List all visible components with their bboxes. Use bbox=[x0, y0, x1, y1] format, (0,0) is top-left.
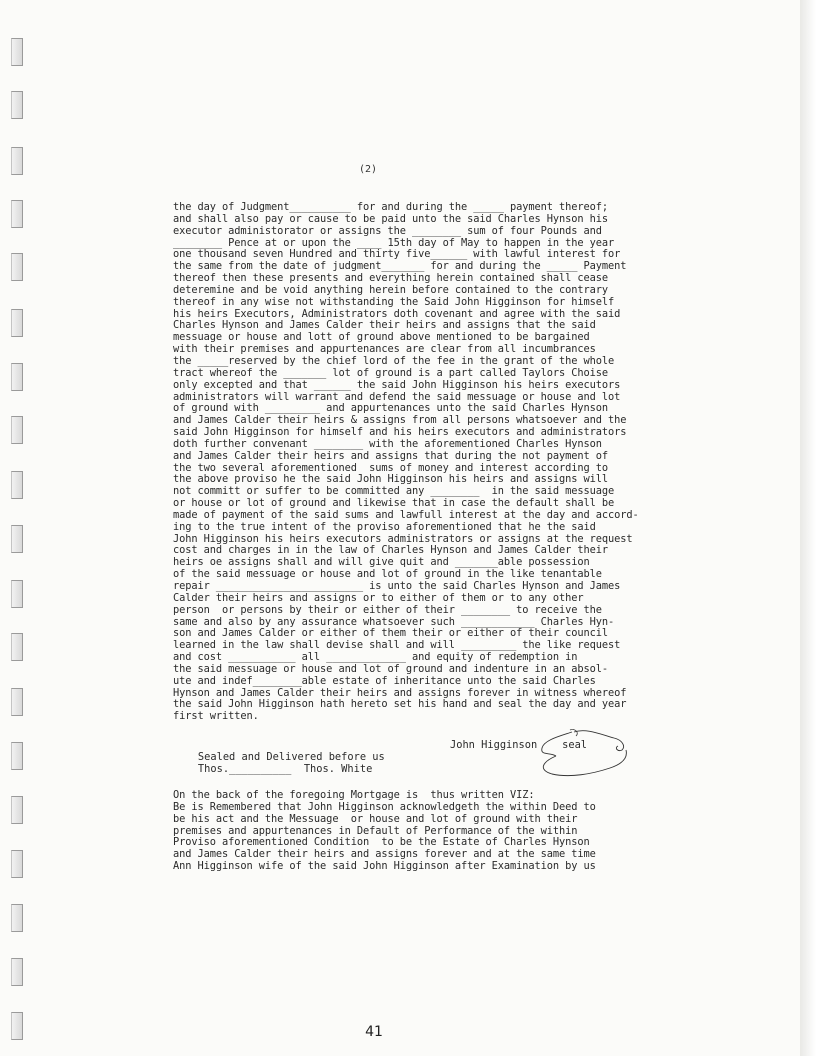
mortgage-body-text bbox=[173, 202, 643, 723]
body-text-line: Calder their heirs and assigns or to either of them or to any other bbox=[173, 591, 584, 604]
back-text-line: be his act and the Messuage or house and lot of ground with their bbox=[173, 812, 578, 825]
body-text-line: and James Calder their heirs and assigns that during the not payment of bbox=[173, 449, 609, 462]
body-text-line: John Higginson his heirs executors administrators or assigns at the request bbox=[173, 532, 633, 545]
body-text-line: learned in the law shall devise shall and will _________ the like request bbox=[173, 639, 621, 652]
body-text-line: ute and indef________able estate of inheritance unto the said Charles bbox=[173, 674, 596, 687]
body-text-line: Hynson and James Calder their heirs and assigns forever in witness whereof bbox=[173, 686, 627, 699]
body-text-line: only excepted and that ______ the said John Higginson his heirs executors bbox=[173, 378, 621, 391]
body-text-line: made of payment of the said sums and lawfull interest at the day and accord- bbox=[173, 508, 639, 521]
body-text-line: said John Higginson for himself and his heirs executors and administrators bbox=[173, 426, 627, 439]
body-text-line: thereof in any wise not withstanding the Said John Higginson for himself bbox=[173, 295, 615, 308]
seal-label: seal bbox=[562, 739, 588, 751]
body-text-line: of the said messuage or house and lot of ground in the like tenantable bbox=[173, 568, 602, 581]
binder-hole-16 bbox=[11, 850, 23, 878]
body-text-line: Charles Hynson and James Calder their heirs and assigns that the said bbox=[173, 319, 596, 332]
page-section-mark-text: (2) bbox=[358, 164, 378, 175]
body-text-line: person or persons by their or either of their ________ to receive the bbox=[173, 603, 602, 616]
sealed-delivered-line: Sealed and Delivered before us bbox=[197, 750, 385, 763]
body-text-line: cost and charges in in the law of Charles Hynson and James Calder their bbox=[173, 544, 609, 557]
back-text-line: Ann Higginson wife of the said John Higginson after Examination by us bbox=[173, 860, 596, 873]
binder-hole-7 bbox=[11, 363, 23, 391]
body-text-line: and cost ___________ all _____________ and equity of redemption in bbox=[173, 651, 578, 664]
witness-name: Thos. White bbox=[303, 762, 373, 775]
page-section-mark bbox=[0, 164, 816, 175]
binder-hole-13 bbox=[11, 688, 23, 716]
body-text-line: the said messuage or house and lot of ground and indenture in an absol- bbox=[173, 662, 609, 675]
page-number bbox=[0, 1024, 816, 1040]
binder-hole-4 bbox=[11, 200, 23, 228]
body-text-line: the above proviso he the said John Higginson his heirs and assigns will bbox=[173, 473, 609, 486]
body-text-line: the two several aforementioned sums of money and interest according to bbox=[173, 461, 609, 474]
body-text-line: administrators will warrant and defend the said messuage or house and lot bbox=[173, 390, 621, 403]
back-text-line: Proviso aforementioned Condition to be the Estate of Charles Hynson bbox=[173, 836, 590, 849]
body-text-line: messuage or house and lott of ground above mentioned to be bargained bbox=[173, 331, 590, 344]
body-text-line: or house or lot of ground and likewise that in case the default shall be bbox=[173, 497, 615, 510]
body-text-line: repair ________________________ is unto the said Charles Hynson and James bbox=[173, 580, 621, 592]
body-text-line: executor administorator or assigns the ________ sum of four Pounds and bbox=[173, 224, 602, 237]
body-text-line: thereof then these presents and everything herein contained shall cease bbox=[173, 272, 609, 285]
body-text-line: with their premises and appurtenances are clear from all incumbrances bbox=[173, 343, 596, 356]
body-text-line: not committ or suffer to be committed any ________ in the said messuage bbox=[173, 485, 615, 498]
signer-name: John Higginson bbox=[450, 739, 538, 751]
back-text-line: and James Calder their heirs and assigns forever and at the same time bbox=[173, 848, 596, 861]
binder-hole-11 bbox=[11, 580, 23, 608]
body-text-line: deteremine and be void anything herein before contained to the contrary bbox=[173, 283, 609, 296]
binder-hole-6 bbox=[11, 309, 23, 337]
body-text-line: the same from the date of judgment_______ for and during the _____ Payment bbox=[173, 260, 627, 273]
body-text-line: and James Calder their heirs & assigns from all persons whatsoever and the bbox=[173, 414, 627, 427]
back-text-line: Be is Remembered that John Higginson acknowledgeth the within Deed to bbox=[173, 800, 596, 813]
body-text-line: heirs oe assigns shall and will give quit and _______able possession bbox=[173, 556, 590, 569]
body-text-line: of ground with _________ and appurtenances unto the said Charles Hynson bbox=[173, 402, 609, 415]
binder-hole-17 bbox=[11, 904, 23, 932]
body-text-line: and shall also pay or cause to be paid unto the said Charles Hynson his bbox=[173, 212, 609, 225]
body-text-line: one thousand seven Hundred and thirty five______ with lawful interest for bbox=[173, 248, 621, 261]
binder-hole-12 bbox=[11, 633, 23, 661]
body-text-line: his heirs Executors, Administrators doth covenant and agree with the said bbox=[173, 307, 621, 320]
binder-hole-1 bbox=[11, 38, 23, 66]
body-text-line: the _____reserved by the chief lord of the fee in the grant of the whole bbox=[173, 354, 615, 367]
back-text-line: On the back of the foregoing Mortgage is thus written VIZ: bbox=[173, 789, 535, 801]
body-text-line: first written. bbox=[173, 710, 259, 723]
body-text-line: son and James Calder or either of them their or either of their council bbox=[173, 627, 609, 640]
binder-hole-2 bbox=[11, 91, 23, 119]
back-text-line: premises and appurtenances in Default of Performance of the within bbox=[173, 824, 578, 837]
binder-hole-15 bbox=[11, 796, 23, 824]
binder-hole-18 bbox=[11, 958, 23, 986]
binder-hole-14 bbox=[11, 742, 23, 770]
body-text-line: ing to the true intent of the proviso aforementioned that he the said bbox=[173, 520, 596, 533]
binder-hole-8 bbox=[11, 416, 23, 444]
page-number-text: 41 bbox=[365, 1024, 383, 1040]
body-text-line: same and also by any assurance whatsoever such ____________ Charles Hyn- bbox=[173, 615, 615, 628]
body-text-line: doth further convenant ________ with the aforementioned Charles Hynson bbox=[173, 437, 602, 450]
witness-blank: Thos.__________ bbox=[197, 762, 292, 775]
back-endorsement-text bbox=[173, 790, 643, 873]
binder-hole-9 bbox=[11, 471, 23, 499]
seal-scroll-drawing bbox=[530, 726, 630, 782]
body-text-line: the day of Judgment__________ for and during the _____ payment thereof; bbox=[173, 201, 609, 213]
page-edge-shadow bbox=[800, 0, 816, 1056]
body-text-line: ________ Pence at or upon the ____ 15th day of May to happen in the year bbox=[173, 236, 615, 249]
body-text-line: the said John Higginson hath hereto set his hand and seal the day and year bbox=[173, 698, 627, 711]
binder-hole-5 bbox=[11, 253, 23, 281]
body-text-line: tract whereof the _______ lot of ground is a part called Taylors Choise bbox=[173, 366, 609, 379]
binder-hole-10 bbox=[11, 525, 23, 553]
